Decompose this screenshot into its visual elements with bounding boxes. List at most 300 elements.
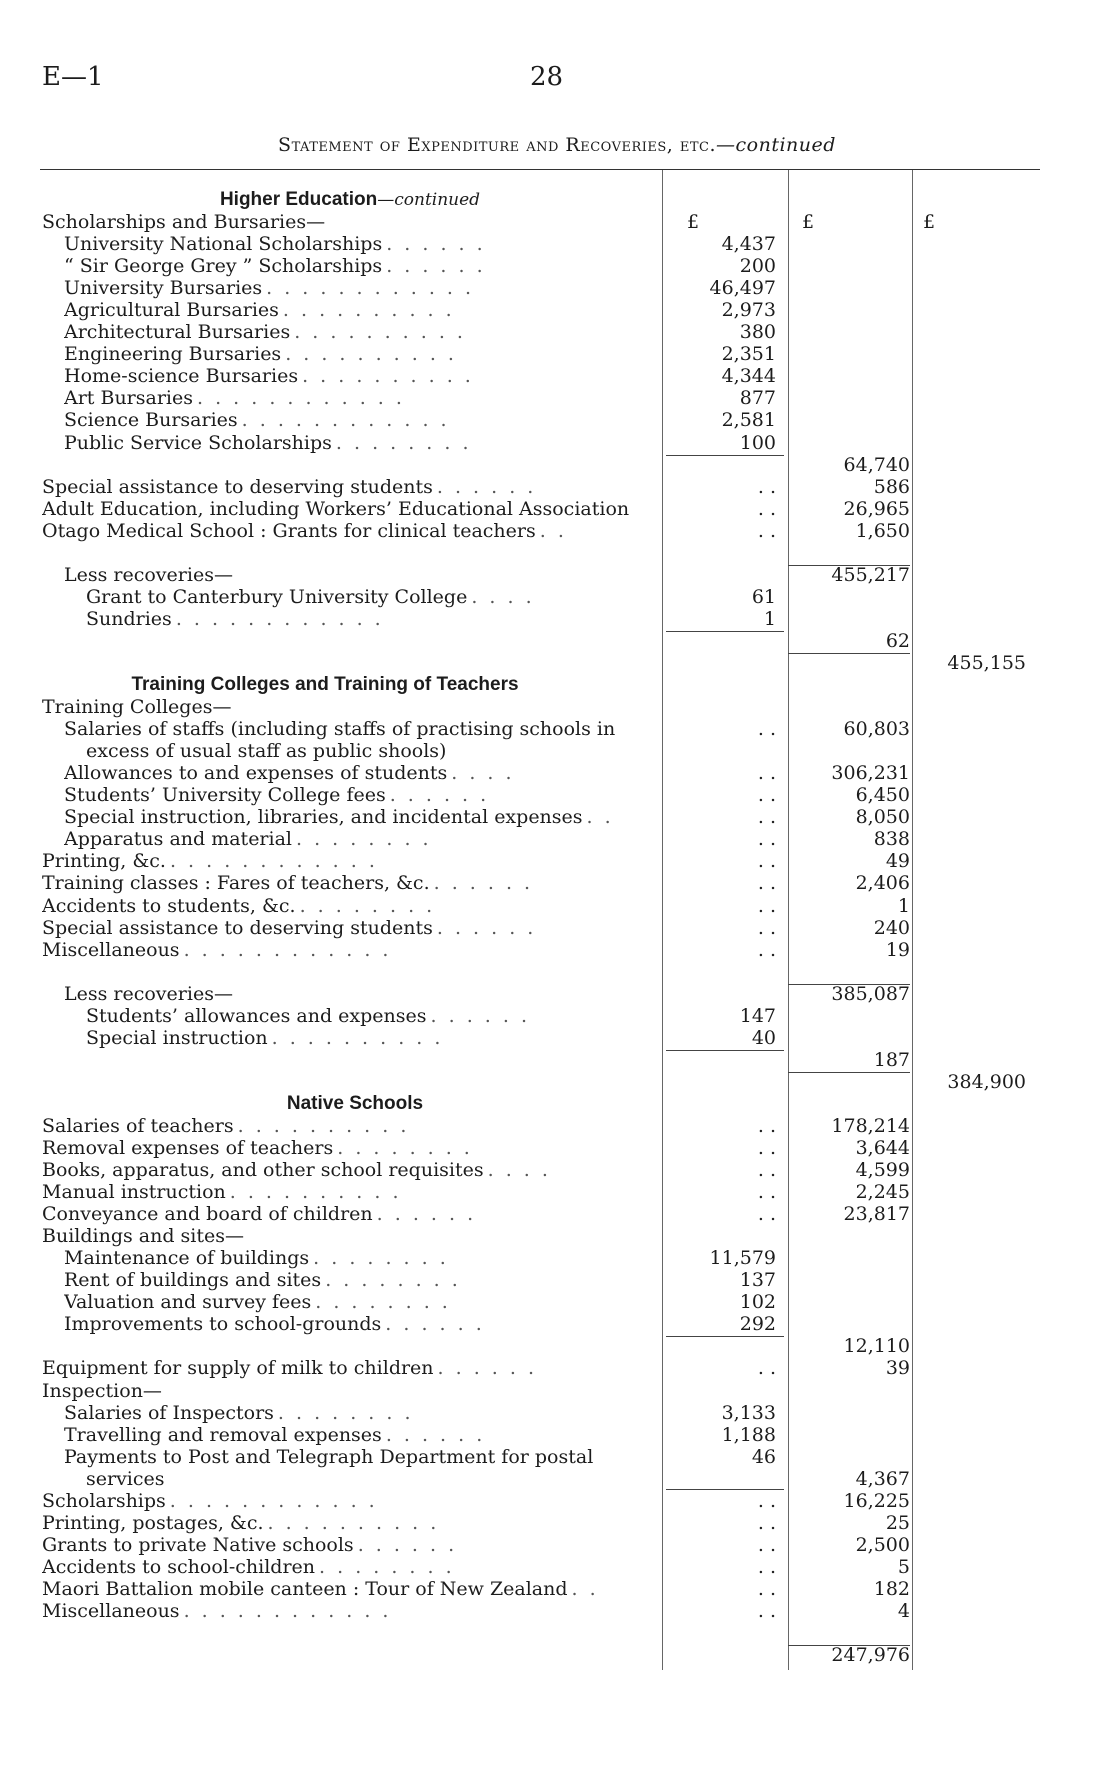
row-label [64, 387, 684, 409]
row-label-text: Architectural Bursaries [64, 321, 291, 344]
table-row [0, 608, 1114, 630]
leader-dots: . . . . . . . . [296, 828, 432, 851]
row-label [64, 806, 684, 828]
amount-column-1: . . [757, 916, 776, 939]
amount-column-3: £ [922, 211, 936, 234]
row-label [42, 872, 662, 894]
row-label-text: Maori Battalion mobile canteen : Tour of New Zealand [42, 1577, 568, 1600]
leader-dots: . . . . . . . . [337, 1137, 473, 1160]
leader-dots: . . . . . . . . . . [282, 299, 455, 322]
table-row [0, 828, 1114, 850]
row-label [42, 211, 662, 233]
amount-column-2: 39 [885, 1357, 910, 1380]
row-label-text: Accidents to students, &c. [42, 894, 296, 917]
amount-column-2: 64,740 [843, 453, 910, 476]
table-row [0, 299, 1114, 321]
row-label [86, 1468, 706, 1490]
amount-column-1: . . [757, 1555, 776, 1578]
amount-column-1: 380 [739, 321, 776, 344]
table-row [0, 696, 1114, 718]
row-label [64, 233, 684, 255]
leader-dots: . . . . . . . . . . . . [169, 850, 378, 873]
table-row [0, 454, 1114, 476]
table-row [0, 277, 1114, 299]
amount-column-2: 25 [885, 1511, 910, 1534]
row-label-text: Salaries of staffs (including staffs of practising schools in [64, 718, 616, 741]
amount-column-1: . . [757, 1533, 776, 1556]
leader-dots: . . . . . . . . . . [237, 1114, 410, 1137]
row-label-text: Improvements to school-grounds [64, 1313, 382, 1336]
amount-column-2: 12,110 [843, 1335, 910, 1358]
amount-column-2: 49 [885, 850, 910, 873]
row-label [64, 784, 684, 806]
table-row [0, 387, 1114, 409]
section-heading-row [0, 674, 1114, 696]
amount-column-2: 4,599 [855, 1159, 910, 1182]
amount-column-1: 292 [739, 1313, 776, 1336]
leader-dots: . . [586, 806, 614, 829]
row-label [64, 299, 684, 321]
amount-column-2: 240 [873, 916, 910, 939]
row-label [42, 1159, 662, 1181]
amount-column-1: . . [757, 1489, 776, 1512]
row-label-text: Grant to Canterbury University College [86, 585, 468, 608]
leader-dots: . . . . . . [433, 872, 534, 895]
leader-dots: . . [539, 519, 567, 542]
table-row [0, 1622, 1114, 1644]
table-row [0, 872, 1114, 894]
table-row [0, 1137, 1114, 1159]
table-row [0, 498, 1114, 520]
table-row [0, 1071, 1114, 1093]
leader-dots: . . . . . . . . . . [271, 1026, 444, 1049]
amount-column-2: 3,644 [855, 1137, 910, 1160]
row-label [64, 983, 684, 1005]
row-label-text: Maintenance of buildings [64, 1247, 310, 1270]
amount-column-2: 2,406 [855, 872, 910, 895]
amount-column-1: . . [757, 497, 776, 520]
row-label [64, 1446, 684, 1468]
table-row [0, 409, 1114, 431]
amount-column-1: 61 [751, 585, 776, 608]
row-label-text: Special assistance to deserving students [42, 916, 433, 939]
row-label [64, 321, 684, 343]
amount-column-2: 4,367 [855, 1467, 910, 1490]
row-label [64, 365, 684, 387]
amount-column-1: 877 [739, 387, 776, 410]
table-row [0, 939, 1114, 961]
row-label-text: Inspection— [42, 1379, 162, 1402]
table-row [0, 1578, 1114, 1600]
amount-column-1: 2,973 [721, 299, 776, 322]
leader-dots: . . . . . . [436, 916, 537, 939]
amount-column-1: . . [757, 519, 776, 542]
amount-column-2: 2,245 [855, 1181, 910, 1204]
row-label-text: services [86, 1467, 165, 1490]
row-label [42, 850, 662, 872]
row-label-text: Less recoveries— [64, 982, 233, 1005]
table-row [0, 1313, 1114, 1335]
row-label-text: Art Bursaries [64, 387, 193, 410]
table-row [0, 1005, 1114, 1027]
row-label [86, 586, 706, 608]
row-label [64, 828, 684, 850]
amount-column-1: . . [757, 1577, 776, 1600]
table-row [0, 1115, 1114, 1137]
row-label [64, 255, 684, 277]
table-row [0, 1357, 1114, 1379]
amount-column-1: 4,344 [721, 365, 776, 388]
table-row [0, 1291, 1114, 1313]
row-label-text: Training Colleges— [42, 696, 232, 719]
amount-column-2: 16,225 [843, 1489, 910, 1512]
leader-dots: . . . . . . [385, 1313, 485, 1336]
amount-column-1: £ [686, 211, 700, 234]
table-row [0, 211, 1114, 233]
table-row [0, 365, 1114, 387]
row-label-text: Allowances to and expenses of students [64, 762, 448, 785]
row-label [64, 409, 684, 431]
row-label-text: Salaries of teachers [42, 1114, 234, 1137]
row-label-text: Adult Education, including Workers’ Educational Association [42, 497, 630, 520]
row-label [42, 917, 662, 939]
table-row [0, 652, 1114, 674]
leader-dots: . . . . . . . . . . . . [169, 1489, 378, 1512]
amount-column-2: 1,650 [855, 519, 910, 542]
row-label-text: Public Service Scholarships [64, 431, 332, 454]
row-label [64, 1291, 684, 1313]
leader-dots: . . . . . . . . . . . . [183, 1600, 392, 1622]
leader-dots: . . . . . . [386, 233, 486, 256]
amount-column-1: 11,579 [709, 1247, 776, 1270]
table-row [0, 895, 1114, 917]
row-label [64, 432, 684, 454]
leader-dots: . . . . . . . . . . [285, 343, 457, 366]
header-rule [40, 169, 1040, 170]
row-label-text: Special instruction [86, 1026, 268, 1049]
row-label [42, 1181, 662, 1203]
amount-column-1: . . [757, 718, 776, 741]
subtotal-rule [666, 631, 784, 632]
row-label-text: Otago Medical School : Grants for clinical teachers [42, 519, 536, 542]
table-row [0, 1512, 1114, 1534]
table-row [0, 321, 1114, 343]
row-label [64, 1402, 684, 1424]
row-label-text: Apparatus and material [64, 828, 292, 851]
table-row [0, 1402, 1114, 1424]
section-heading-text: Native Schools [286, 1092, 424, 1114]
leader-dots: . . . . . . [437, 1357, 537, 1380]
table-row [0, 983, 1114, 1005]
amount-column-1: . . [757, 938, 776, 961]
subtotal-rule [666, 1336, 784, 1337]
row-label-text: University National Scholarships [64, 233, 383, 256]
leader-dots: . . . . . . [430, 1004, 530, 1027]
row-label [42, 520, 662, 542]
leader-dots: . . . . . . . . . . . . [183, 938, 392, 961]
row-label [42, 1512, 662, 1534]
row-label [42, 1203, 662, 1225]
table-row [0, 961, 1114, 983]
table-row [0, 806, 1114, 828]
table-row [0, 1600, 1114, 1622]
row-label-text: Training classes : Fares of teachers, &c. [42, 872, 430, 895]
row-label-text: Less recoveries— [64, 563, 233, 586]
row-label [42, 1534, 662, 1556]
table-row [0, 1490, 1114, 1512]
amount-column-2: 6,450 [855, 784, 910, 807]
row-label [42, 1490, 662, 1512]
total-rule [788, 1072, 910, 1073]
table-row [0, 630, 1114, 652]
table-row [0, 784, 1114, 806]
table-row [0, 1181, 1114, 1203]
amount-column-2: 178,214 [831, 1114, 910, 1137]
table-row [0, 917, 1114, 939]
amount-column-1: 1 [763, 607, 776, 630]
amount-column-2: 247,976 [831, 1644, 910, 1667]
amount-column-2: 26,965 [843, 497, 910, 520]
row-label [64, 564, 684, 586]
table-row [0, 343, 1114, 365]
row-label [42, 1357, 662, 1379]
table-row [0, 432, 1114, 454]
row-label-text: Books, apparatus, and other school requisites [42, 1159, 484, 1182]
row-label-text: Printing, postages, &c. [42, 1511, 264, 1534]
table-row [0, 564, 1114, 586]
table-row [0, 762, 1114, 784]
row-label-text: Sundries [86, 607, 172, 630]
row-label [42, 1556, 662, 1578]
amount-column-2: 2,500 [855, 1533, 910, 1556]
row-label-text: Home-science Bursaries [64, 365, 299, 388]
table-row [0, 233, 1114, 255]
row-label [42, 895, 662, 917]
amount-column-1: . . [757, 1181, 776, 1204]
table-row [0, 1644, 1114, 1666]
row-label [64, 1247, 684, 1269]
leader-dots: . . . . . . [436, 475, 537, 498]
row-label-text: Accidents to school-children [42, 1555, 316, 1578]
amount-column-1: 1,188 [721, 1423, 776, 1446]
amount-column-1: . . [757, 1600, 776, 1622]
leader-dots: . . . . [471, 585, 535, 608]
amount-column-2: 8,050 [855, 806, 910, 829]
row-label-text: Miscellaneous [42, 938, 180, 961]
amount-column-1: . . [757, 872, 776, 895]
amount-column-1: . . [757, 1114, 776, 1137]
leader-dots: . . . . . . . . . . [302, 365, 474, 388]
row-label [42, 498, 662, 520]
leader-dots: . . . . . . . . [313, 1247, 449, 1270]
amount-column-1: . . [757, 894, 776, 917]
section-heading [0, 674, 650, 696]
table-row [0, 1424, 1114, 1446]
row-label-text: Equipment for supply of milk to children [42, 1357, 434, 1380]
statement-title-suffix: —continued [716, 134, 836, 156]
leader-dots: . . . . . . [357, 1533, 458, 1556]
leader-dots: . . . . . . . . . . [294, 321, 466, 344]
leader-dots: . . . . [487, 1159, 551, 1182]
row-label [64, 343, 684, 365]
row-label [42, 696, 662, 718]
table-row [0, 1247, 1114, 1269]
row-label-text: Agricultural Bursaries [64, 299, 279, 322]
total-rule [788, 565, 910, 566]
section-heading-text: Training Colleges and Training of Teachers [131, 674, 519, 696]
row-label-text: Scholarships [42, 1489, 166, 1512]
amount-column-3: 455,155 [947, 651, 1026, 674]
row-label-text: Rent of buildings and sites [64, 1269, 322, 1292]
row-label-text: Scholarships and Bursaries— [42, 211, 326, 234]
leader-dots: . . . . . . . . . . . . [197, 387, 405, 410]
row-label [64, 1313, 684, 1335]
amount-column-2: 385,087 [831, 982, 910, 1005]
table-row [0, 1027, 1114, 1049]
amount-column-2: 5 [897, 1555, 910, 1578]
amount-column-1: 46 [751, 1445, 776, 1468]
row-label [86, 1005, 706, 1027]
row-label [42, 939, 662, 961]
table-row [0, 586, 1114, 608]
row-label-text: Engineering Bursaries [64, 343, 282, 366]
row-label [42, 1600, 662, 1622]
row-label-text: Special assistance to deserving students [42, 475, 433, 498]
amount-column-2: 455,217 [831, 563, 910, 586]
table-row [0, 520, 1114, 542]
amount-column-2: 23,817 [843, 1203, 910, 1226]
amount-column-1: 102 [739, 1291, 776, 1314]
amount-column-2: 4 [897, 1600, 910, 1622]
table-row [0, 1446, 1114, 1468]
amount-column-1: . . [757, 1357, 776, 1380]
leader-dots: . . . . . . [385, 1423, 486, 1446]
table-row [0, 1380, 1114, 1402]
amount-column-2: 586 [873, 475, 910, 498]
amount-column-2: 182 [873, 1577, 910, 1600]
amount-column-1: 2,581 [721, 409, 776, 432]
table-row [0, 1335, 1114, 1357]
table-row [0, 1468, 1114, 1490]
amount-column-1: 46,497 [709, 277, 776, 300]
leader-dots: . . . . . . . . [319, 1555, 455, 1578]
row-label [64, 1269, 684, 1291]
section-heading-text: Higher Education [219, 189, 378, 210]
row-label [42, 1578, 662, 1600]
row-label-text: “ Sir George Grey ” Scholarships [64, 255, 383, 278]
section-heading [0, 1093, 710, 1115]
statement-title-text: Statement of Expenditure and Recoveries, etc. [278, 134, 717, 156]
leader-dots: . . . . . . . . . . . . [241, 409, 450, 432]
row-label-text: Buildings and sites— [42, 1225, 245, 1248]
row-label [42, 476, 662, 498]
row-label-text: Miscellaneous [42, 1600, 180, 1622]
amount-column-2: 187 [873, 1048, 910, 1071]
section-heading [0, 189, 700, 211]
document-code: E—1 [42, 62, 104, 92]
row-label-text: University Bursaries [64, 277, 263, 300]
leader-dots: . . . . [451, 762, 515, 785]
leader-dots: . . . . . . . . [335, 431, 472, 454]
table-row [0, 476, 1114, 498]
amount-column-1: . . [757, 1203, 776, 1226]
amount-column-3: 384,900 [947, 1070, 1026, 1093]
amount-column-1: 2,351 [721, 343, 776, 366]
row-label-text: Salaries of Inspectors [64, 1401, 274, 1424]
section-heading-row [0, 189, 1114, 211]
table-row [0, 1225, 1114, 1247]
table-row [0, 850, 1114, 872]
section-heading-suffix: —continued [377, 190, 481, 210]
amount-column-2: 1 [897, 894, 910, 917]
table-row [0, 718, 1114, 740]
amount-column-1: . . [757, 1137, 776, 1160]
amount-column-2: 60,803 [843, 718, 910, 741]
leader-dots: . . . . . . . . [277, 1401, 414, 1424]
row-label [42, 1137, 662, 1159]
table-row [0, 1049, 1114, 1071]
table-row [0, 1556, 1114, 1578]
leader-dots: . . . . . . . . . . . . [175, 607, 384, 630]
amount-column-1: 3,133 [721, 1401, 776, 1424]
row-label [42, 1380, 662, 1402]
row-label-text: Removal expenses of teachers [42, 1137, 334, 1160]
table-row [0, 542, 1114, 564]
leader-dots: . . . . . . . . . . [229, 1181, 402, 1204]
amount-column-1: . . [757, 762, 776, 785]
subtotal-rule [666, 1050, 784, 1051]
amount-column-1: . . [757, 806, 776, 829]
table-row [0, 1269, 1114, 1291]
row-label-text: Grants to private Native schools [42, 1533, 354, 1556]
amount-column-2: 19 [885, 938, 910, 961]
amount-column-1: . . [757, 850, 776, 873]
amount-column-1: . . [757, 475, 776, 498]
amount-column-2: £ [801, 211, 815, 234]
total-rule [788, 1645, 910, 1646]
row-label [64, 718, 684, 740]
leader-dots: . . . . . . . . [299, 894, 436, 917]
row-label-text: Valuation and survey fees [64, 1291, 312, 1314]
expenditure-table [0, 189, 1114, 1666]
table-row [0, 1534, 1114, 1556]
row-label-text: Conveyance and board of children [42, 1203, 373, 1226]
leader-dots: . . . . . . [376, 1203, 477, 1226]
amount-column-1: 100 [739, 431, 776, 454]
statement-title [0, 134, 1114, 156]
amount-column-2: 838 [873, 828, 910, 851]
row-label-text: Travelling and removal expenses [64, 1423, 382, 1446]
row-label-text: Special instruction, libraries, and incidental expenses [64, 806, 583, 829]
leader-dots: . . . . . . . . . . . . [266, 277, 475, 300]
row-label [42, 1115, 662, 1137]
table-row [0, 740, 1114, 762]
total-rule [788, 653, 910, 654]
table-row [0, 1159, 1114, 1181]
row-label [42, 1225, 662, 1247]
row-label-text: Students’ allowances and expenses [86, 1004, 427, 1027]
amount-column-1: 137 [739, 1269, 776, 1292]
amount-column-1: 40 [751, 1026, 776, 1049]
amount-column-1: . . [757, 828, 776, 851]
table-row [0, 1203, 1114, 1225]
row-label [86, 1027, 706, 1049]
row-label-text: Manual instruction [42, 1181, 226, 1204]
row-label-text: Science Bursaries [64, 409, 238, 432]
row-label [86, 608, 706, 630]
row-label [64, 762, 684, 784]
amount-column-1: 147 [739, 1004, 776, 1027]
